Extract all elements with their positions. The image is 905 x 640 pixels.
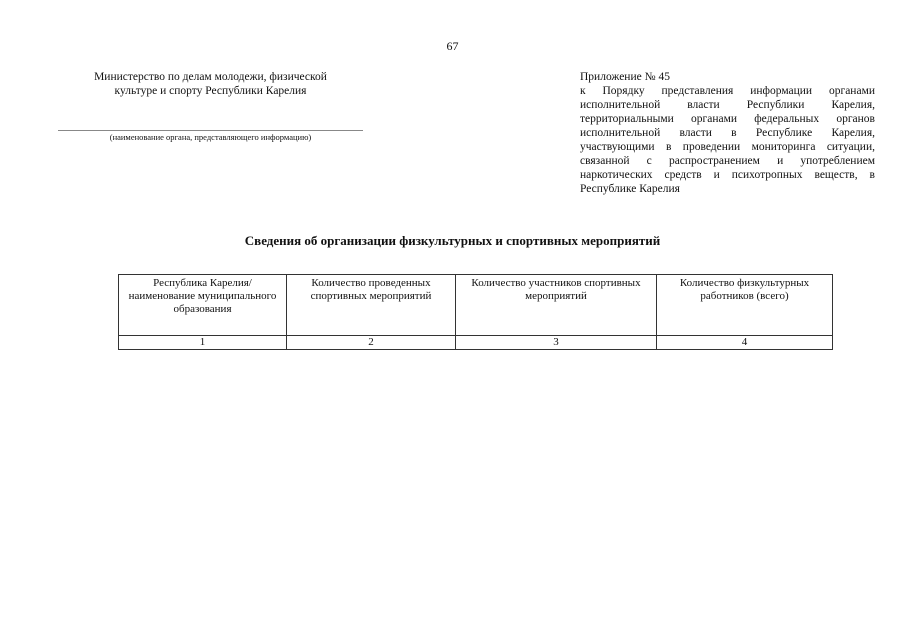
organization-caption: (наименование органа, представляющего информацию) [109, 132, 312, 142]
data-table [118, 274, 833, 350]
appendix-block [580, 70, 875, 196]
column-header-events-count: Количество проведенных спортивных мероприятий [287, 275, 456, 336]
document-title: Сведения об организации физкультурных и спортивных мероприятий [244, 233, 661, 248]
organization-signature-line [58, 130, 363, 131]
column-header-participants-count: Количество участников спортивных мероприятий [456, 275, 657, 336]
ministry-name [58, 70, 363, 98]
appendix-text: к Порядку представления информации органами исполнительной власти Республики Карелия, территориальными органами федеральных органов исполнительной власти в Республике Карелия, участвующими в проведении мониторинга ситуации, связанной с распространением и употреблением наркотических средств и психотропных веществ, в Республике Карелия [580, 85, 875, 195]
table-row-column-numbers [119, 336, 833, 350]
column-number-cell: 2 [287, 336, 456, 350]
issuing-organization-block [58, 70, 363, 142]
table-header-row [119, 275, 833, 336]
column-header-workers-count: Количество физкультурных работников (всего) [657, 275, 833, 336]
ministry-name-line-2: культуре и спорту Республики Карелия [114, 85, 307, 97]
appendix-title: Приложение № 45 [580, 71, 670, 83]
ministry-name-line-1: Министерство по делам молодежи, физической [94, 71, 327, 83]
column-number-cell: 1 [119, 336, 287, 350]
column-number-cell: 4 [657, 336, 833, 350]
column-number-cell: 3 [456, 336, 657, 350]
page-number: 67 [446, 39, 459, 53]
column-header-municipality: Республика Карелия/ наименование муниципального образования [119, 275, 287, 336]
